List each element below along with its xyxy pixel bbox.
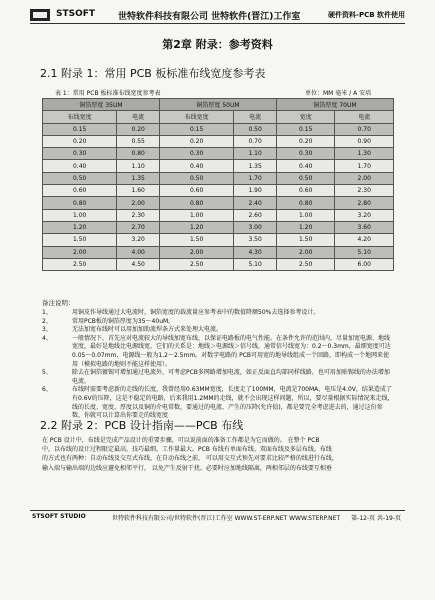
note-number: 6、: [42, 386, 52, 394]
table-row: [43, 123, 394, 135]
note-item: [42, 335, 394, 369]
table-cell: 0.70: [234, 135, 277, 147]
table-cell: 0.30: [159, 148, 233, 160]
column-header: 电流: [335, 111, 394, 123]
table-cell: 0.40: [159, 160, 233, 172]
table-row: [43, 135, 394, 147]
table-cell: 1.10: [117, 160, 160, 172]
table-cell: 0.80: [117, 148, 160, 160]
note-item: [42, 326, 394, 335]
note-item: [42, 369, 394, 386]
note-text: 布线时需要考虑新的走线的长度，我曾经用0.63MM宽度，长度走了100MM，电流是700MA，电压是4.0V，结果造成了有0.6V的压降，这是不稳定的电路，后来我用1.2MM的走线，就不会出现这样问题，所以，要尽量根据实际情况来走线，线的长度、宽度、厚度以及铜的介电常数，要通过的电流、产生的压降(允许值)，都是要完全考虑进去的，通过这份参数，你就可以计算出你要走的线宽度: [72, 386, 394, 420]
note-number: 2、: [42, 317, 52, 325]
group-35um: 铜箔厚度 35UM: [43, 99, 160, 111]
table-cell: 2.00: [43, 246, 117, 258]
table-cell: 2.30: [335, 185, 394, 197]
note-text: 无法加宽布线时可以用加加助流焊条方式来处理大电流。: [72, 326, 223, 334]
table-cell: 1.20: [276, 221, 335, 233]
column-header: 布线宽度: [43, 111, 117, 123]
table-cell: 5.10: [234, 258, 277, 270]
note-item: [42, 309, 394, 318]
column-header: 电流: [234, 111, 277, 123]
note-number: 1、: [42, 309, 52, 316]
table-row: [43, 185, 394, 197]
table-cell: 4.20: [335, 234, 394, 246]
table-cell: 2.80: [335, 197, 394, 209]
section-2-paragraph: [42, 436, 396, 473]
table-cell: 2.00: [117, 197, 160, 209]
table-cell: 1.00: [159, 209, 233, 221]
table-cell: 2.00: [335, 172, 394, 184]
section-1-title: 2.1 附录 1：常用 PCB 板标准布线宽度参考表: [40, 67, 266, 80]
table-row: [43, 221, 394, 233]
table-cell: 2.00: [276, 246, 335, 258]
table-cell: 0.40: [43, 160, 117, 172]
table-cell: 2.00: [159, 246, 233, 258]
table-cell: 0.55: [117, 135, 160, 147]
table-cell: 2.30: [117, 209, 160, 221]
note-text: 除去在铜箔镀锡可增加通过电流外，可考虑PCB多网路增加电流，如正反面直均部同样线路，也可用加贴锡线的办法增加电流。: [72, 369, 390, 385]
table-cell: 3.50: [234, 234, 277, 246]
table-cell: 1.50: [276, 234, 335, 246]
table-cell: 5.10: [335, 246, 394, 258]
table-cell: 3.20: [117, 234, 160, 246]
table-cell: 0.60: [276, 185, 335, 197]
table-cell: 0.20: [276, 135, 335, 147]
footer-divider: [30, 510, 405, 511]
table-cell: 1.50: [43, 234, 117, 246]
table-cell: 1.70: [335, 160, 394, 172]
table-row: [43, 258, 394, 270]
table-cell: 1.20: [159, 221, 233, 233]
table-cell: 0.20: [159, 135, 233, 147]
column-header: 电流: [117, 111, 160, 123]
table-row: [43, 172, 394, 184]
table-cell: 0.20: [117, 123, 160, 135]
chapter-title: 第2章 附录：参考资料: [162, 38, 273, 51]
page-header: [30, 7, 405, 23]
table-row: [43, 160, 394, 172]
table-cell: 0.70: [335, 123, 394, 135]
table-cell: 1.50: [159, 234, 233, 246]
table-cell: 0.80: [43, 197, 117, 209]
notes-title: 备注说明：: [42, 299, 75, 307]
table-cell: 0.50: [43, 172, 117, 184]
table-caption: 表 1：常用 PCB 板标准布线宽度参考表: [55, 90, 161, 97]
note-item: [42, 386, 394, 420]
table-cell: 0.20: [43, 135, 117, 147]
note-number: 4、: [42, 334, 52, 342]
table-group-header-row: [43, 99, 394, 111]
table-cell: 0.15: [159, 123, 233, 135]
table-cell: 0.50: [234, 123, 277, 135]
table-cell: 0.30: [43, 148, 117, 160]
header-company: 世特软件科技有限公司 世特软件(晋江)工作室: [118, 12, 301, 22]
table-column-header-row: [43, 111, 394, 123]
paragraph-line: 的方式也有两种：自动布线及交互式布线，在自动布线之前， 可以用交互式预先对要求比较严格的线进行布线，: [42, 455, 338, 463]
table-unit: 单位：MM 毫米 / A 安培: [305, 90, 372, 97]
note-text: 常用PCB板的铜箔厚度为35～40uM。: [72, 317, 175, 325]
table-cell: 1.60: [117, 185, 160, 197]
table-cell: 1.00: [276, 209, 335, 221]
table-row: [43, 197, 394, 209]
column-header: 宽度: [276, 111, 335, 123]
footer-page-number: 第-12-页 共-19-页: [351, 515, 401, 522]
stsoft-logo: [30, 9, 50, 21]
section-2-title: 2.2 附录 2：PCB 设计指南——PCB 布线: [40, 419, 244, 432]
note-text: 用铜皮作导线通过大电流时，铜箔宽度的载流量应参考表中的数值降额50%去选择参考设计。: [72, 309, 320, 316]
table-cell: 0.60: [43, 185, 117, 197]
table-cell: 4.00: [117, 246, 160, 258]
note-item: [42, 318, 394, 327]
table-cell: 2.40: [234, 197, 277, 209]
table-row: [43, 148, 394, 160]
table-cell: 0.60: [159, 185, 233, 197]
header-brand: STSOFT: [56, 9, 96, 19]
table-cell: 1.35: [117, 172, 160, 184]
table-cell: 0.15: [276, 123, 335, 135]
table-cell: 1.90: [234, 185, 277, 197]
table-cell: 0.80: [159, 197, 233, 209]
table-row: [43, 234, 394, 246]
table-cell: 2.60: [234, 209, 277, 221]
table-cell: 1.00: [43, 209, 117, 221]
table-cell: 0.50: [276, 172, 335, 184]
table-cell: 1.20: [43, 221, 117, 233]
table-row: [43, 209, 394, 221]
table-cell: 0.50: [159, 172, 233, 184]
footer-company-urls: 世特软件科技有限公司/世特软件(晋江)工作室 WWW.ST-ERP.NET WWW.STERP.NET: [112, 515, 341, 522]
table-cell: 2.50: [159, 258, 233, 270]
table-cell: 6.00: [335, 258, 394, 270]
note-number: 5、: [42, 369, 52, 377]
header-divider: [30, 23, 405, 24]
group-50um: 铜箔厚度 50UM: [159, 99, 276, 111]
trace-width-table: [42, 98, 394, 271]
table-cell: 3.20: [335, 209, 394, 221]
table-cell: 1.70: [234, 172, 277, 184]
table-cell: 3.00: [234, 221, 277, 233]
table-cell: 2.50: [43, 258, 117, 270]
table-cell: 0.80: [276, 197, 335, 209]
paragraph-line: 输入端与输出端的边线应避免相邻平行， 以免产生反射干扰。必要时应加地线隔离，两相邻层的布线要互相垂: [42, 464, 332, 472]
table-row: [43, 246, 394, 258]
table-cell: 1.35: [234, 160, 277, 172]
table-cell: 2.50: [276, 258, 335, 270]
notes-list: [42, 309, 394, 421]
table-cell: 0.30: [276, 148, 335, 160]
note-text: 一般情况下，首先应对电流较大的导线加宽布线，以保证电路板的电气性能。在条件允许的范围内，尽量加宽电源、地线宽度，最好是地线比电源线宽，它们的关系是：地线＞电源线＞信号线，通常信号线宽为：0.2～0.3mm，最细宽度可达0.05～0.07mm，电源线一般为1.2～2.5mm。对数字电路的 PCB可用宽的地导线组成一个回路，即构成一个地网来使用（模拟电路的地则不能这样使用）。: [72, 334, 391, 368]
table-cell: 3.60: [335, 221, 394, 233]
table-cell: 1.10: [234, 148, 277, 160]
footer-studio: STSOFT STUDIO: [32, 513, 86, 520]
table-cell: 4.50: [117, 258, 160, 270]
header-category: 硬件资料-PCB 软件使用: [328, 11, 405, 19]
table-cell: 0.15: [43, 123, 117, 135]
table-cell: 0.40: [276, 160, 335, 172]
column-header: 布线宽度: [159, 111, 233, 123]
table-cell: 4.30: [234, 246, 277, 258]
paragraph-line: 在 PCB 设计中，布线是完成产品设计的重要步骤，可以说前面的准备工作都是为它而做的。 在整个 PCB: [42, 437, 320, 444]
table-cell: 1.30: [335, 148, 394, 160]
group-70um: 铜箔厚度 70UM: [276, 99, 393, 111]
table-cell: 0.90: [335, 135, 394, 147]
note-number: 3、: [42, 326, 52, 334]
paragraph-line: 中，以布线的设计过程限定最高，技巧最细，工作量最大。PCB 布线有单面布线、双面布线及多层布线。布线: [42, 446, 332, 454]
table-cell: 2.70: [117, 221, 160, 233]
